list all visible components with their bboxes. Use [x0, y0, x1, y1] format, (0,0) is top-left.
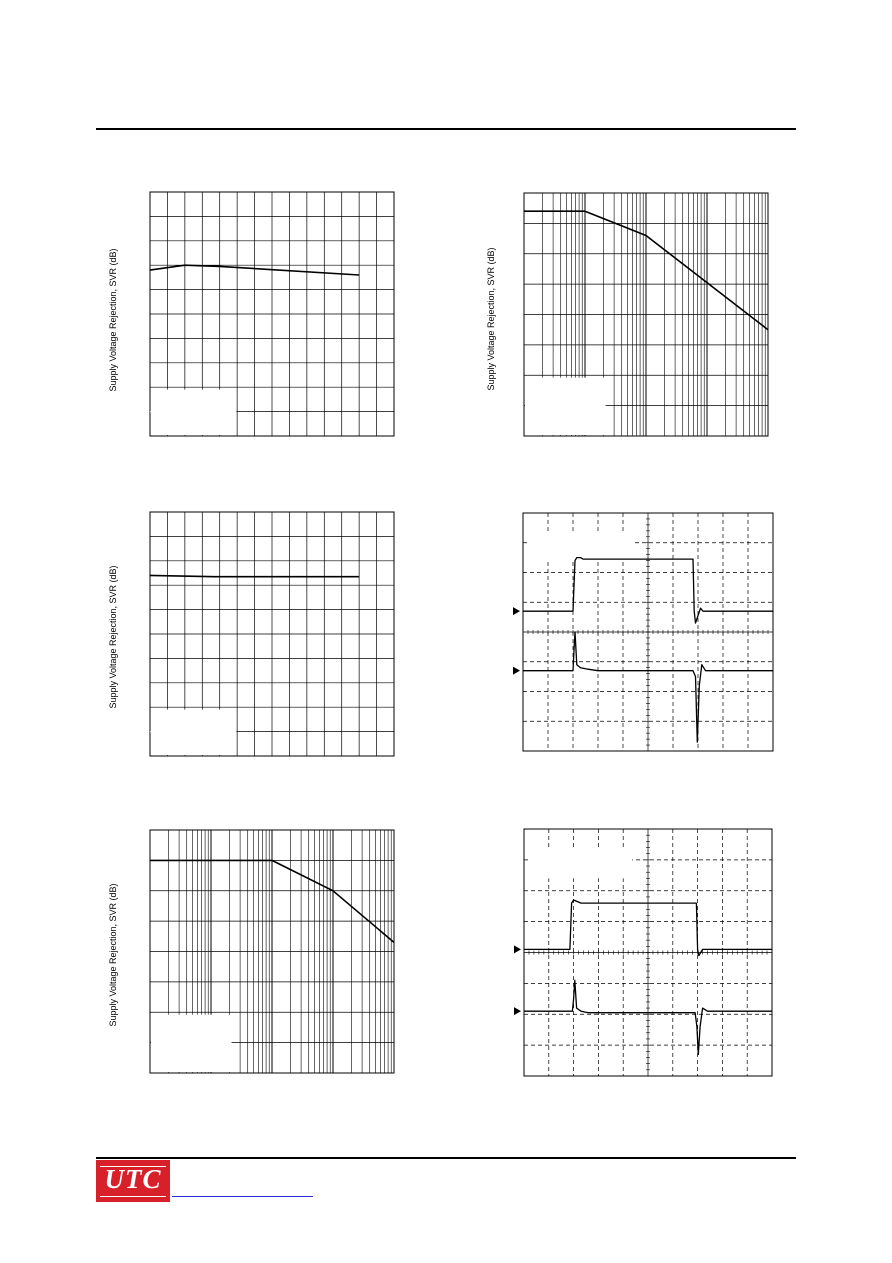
scope-chart-1 — [523, 513, 773, 751]
channel-marker — [513, 607, 520, 615]
scope-chart-2 — [524, 829, 772, 1076]
y-axis-label: Supply Voltage Rejection, SVR (dB) — [108, 883, 118, 1027]
y-axis-label: Supply Voltage Rejection, SVR (dB) — [108, 248, 118, 392]
channel-marker — [513, 667, 520, 675]
svr-chart-left-1 — [150, 192, 394, 436]
header-rule — [96, 128, 796, 130]
channel-marker — [514, 945, 521, 953]
legend-box — [151, 390, 236, 435]
utc-logo — [96, 1160, 170, 1202]
svr-chart-left-2 — [150, 512, 394, 756]
website-link[interactable] — [172, 1196, 313, 1197]
legend-box — [151, 710, 236, 755]
logo-text: UTC — [104, 1164, 162, 1194]
y-axis-label: Supply Voltage Rejection, SVR (dB) — [108, 565, 118, 709]
label-area — [528, 849, 632, 879]
svr-chart-right-1 — [524, 193, 768, 436]
channel-marker — [514, 1007, 521, 1015]
label-area — [527, 532, 632, 561]
legend-box — [151, 1015, 232, 1072]
legend-box — [525, 378, 606, 435]
y-axis-label: Supply Voltage Rejection, SVR (dB) — [486, 247, 496, 391]
svr-chart-left-3 — [150, 830, 394, 1073]
footer-rule — [96, 1157, 796, 1159]
